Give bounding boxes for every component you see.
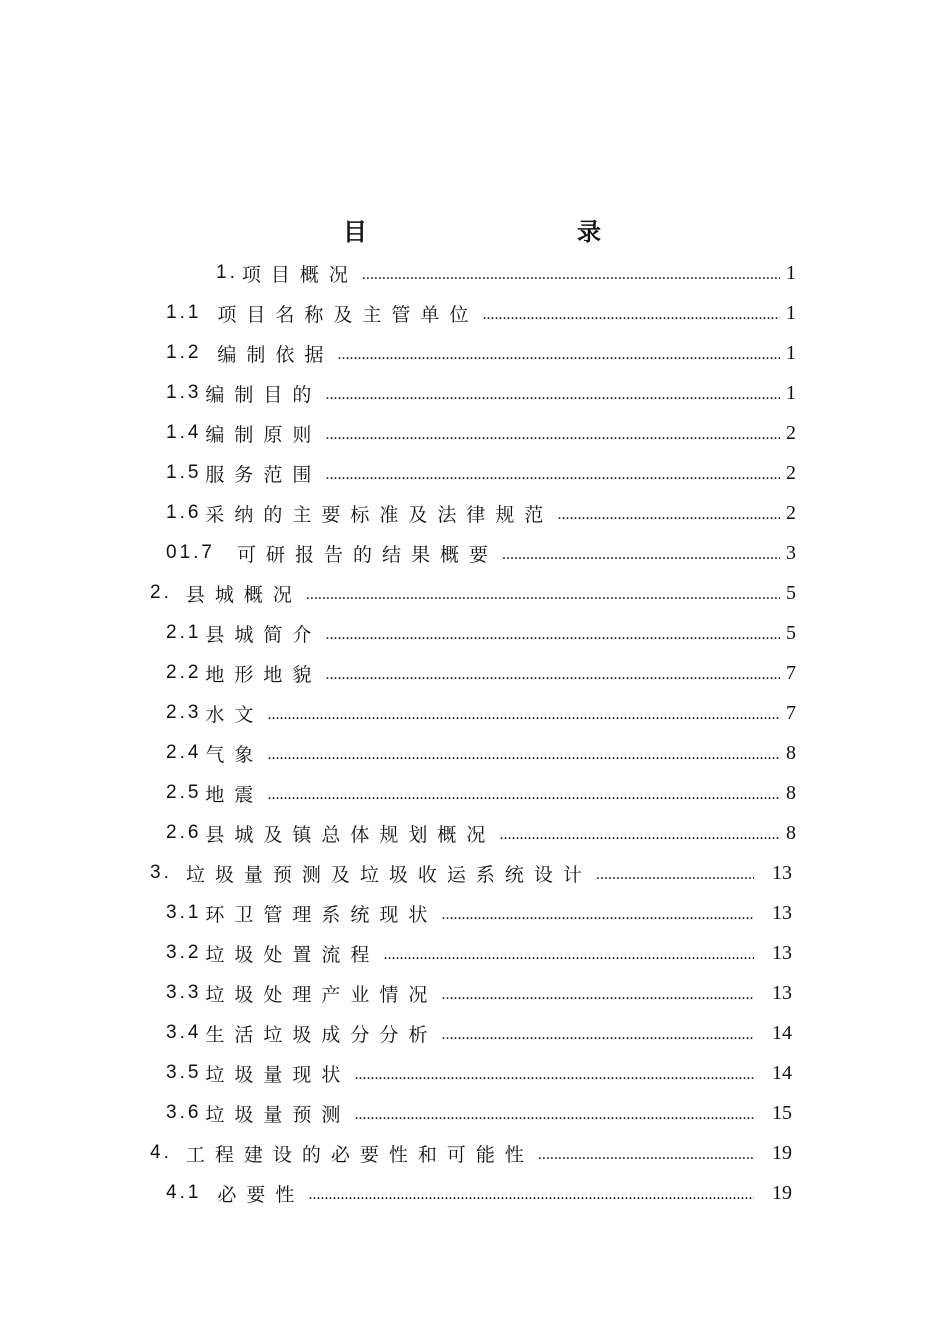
toc-entry-page: 3 — [786, 541, 796, 564]
toc-entry-number: 3. — [150, 862, 172, 883]
toc-entry-page: 1 — [786, 261, 796, 284]
toc-leader-dots — [482, 306, 780, 324]
toc-leader-dots — [308, 1186, 754, 1204]
toc-entry[interactable] — [166, 373, 796, 413]
toc-entry-number: 1.1 — [166, 302, 202, 323]
toc-entry-page: 13 — [772, 861, 792, 884]
toc-entry-label: 编制目的 — [205, 383, 322, 406]
toc-leader-dots — [325, 666, 780, 684]
toc-entry-label: 垃圾处理产业情况 — [205, 983, 438, 1006]
toc-leader-dots — [499, 826, 780, 844]
toc-entry-page: 14 — [772, 1021, 792, 1044]
toc-entry-number: 3.4 — [166, 1022, 202, 1043]
toc-entry-number: 2.2 — [166, 662, 202, 683]
toc-entry-number: 2.6 — [166, 822, 202, 843]
toc-entry-label: 垃圾处置流程 — [205, 943, 380, 966]
toc-entry-number: 4. — [150, 1142, 172, 1163]
toc-entry-number: 3.1 — [166, 902, 202, 923]
toc-entry[interactable] — [166, 973, 792, 1013]
toc-entry-label: 生活垃圾成分分析 — [205, 1023, 438, 1046]
toc-entry-page: 8 — [786, 781, 796, 804]
toc-title: 目 录 — [343, 218, 655, 246]
toc-entry[interactable] — [166, 933, 792, 973]
toc-entry[interactable] — [150, 573, 796, 613]
toc-entry-number: 4.1 — [166, 1182, 202, 1203]
toc-entry-page: 15 — [772, 1101, 792, 1124]
toc-entry-number: 3.3 — [166, 982, 202, 1003]
toc-leader-dots — [557, 506, 780, 524]
toc-leader-dots — [267, 706, 780, 724]
toc-entry-page: 1 — [786, 381, 796, 404]
toc-entry[interactable] — [166, 813, 796, 853]
toc-entry-page: 8 — [786, 821, 796, 844]
toc-leader-dots — [441, 1026, 754, 1044]
toc-leader-dots — [325, 466, 780, 484]
toc-entry-number: 1.3 — [166, 382, 202, 403]
toc-entry[interactable] — [166, 773, 796, 813]
toc-entry[interactable] — [166, 293, 796, 333]
toc-entry-page: 2 — [786, 501, 796, 524]
toc-entry-page: 13 — [772, 981, 792, 1004]
toc-leader-dots — [325, 426, 780, 444]
toc-entry-number: 2. — [150, 582, 172, 603]
toc-entry-label: 项目名称及主管单位 — [217, 303, 479, 326]
toc-entry-label: 垃圾量预测 — [205, 1103, 351, 1126]
toc-leader-dots — [441, 906, 754, 924]
toc-entry-label: 采纳的主要标准及法律规范 — [205, 503, 554, 526]
toc-entry[interactable] — [166, 533, 796, 573]
toc-leader-dots — [354, 1066, 754, 1084]
toc-leader-dots — [362, 266, 780, 284]
toc-entry-number: 3.5 — [166, 1062, 202, 1083]
toc-entry-label: 可研报告的结果概要 — [236, 543, 498, 566]
toc-entry[interactable] — [166, 693, 796, 733]
toc-entry[interactable] — [166, 733, 796, 773]
toc-entry-page: 8 — [786, 741, 796, 764]
toc-entry[interactable] — [166, 413, 796, 453]
toc-entry[interactable] — [166, 493, 796, 533]
toc-entry[interactable] — [216, 253, 796, 293]
toc-leader-dots — [306, 586, 780, 604]
toc-entry-number: 1.2 — [166, 342, 202, 363]
toc-entry-number: 2.3 — [166, 702, 202, 723]
toc-entry-label: 编制依据 — [217, 343, 334, 366]
toc-entry-page: 19 — [772, 1141, 792, 1164]
toc-entry-label: 垃圾量现状 — [205, 1063, 351, 1086]
toc-entry-label: 县城概况 — [185, 583, 302, 606]
toc-entry-label: 编制原则 — [205, 423, 322, 446]
toc-entry-page: 14 — [772, 1061, 792, 1084]
toc-entry[interactable] — [166, 653, 796, 693]
toc-leader-dots — [354, 1106, 754, 1124]
toc-entry-label: 环卫管理系统现状 — [205, 903, 438, 926]
toc-leader-dots — [383, 946, 754, 964]
toc-entry-page: 5 — [786, 621, 796, 644]
toc-entry[interactable] — [166, 1013, 792, 1053]
toc-entry-page: 2 — [786, 421, 796, 444]
toc-entry-label: 地震 — [205, 783, 264, 806]
toc-entry-page: 13 — [772, 941, 792, 964]
toc-leader-dots — [502, 546, 780, 564]
toc-entry-label: 项目概况 — [241, 263, 358, 286]
toc-entry-label: 地形地貌 — [205, 663, 322, 686]
toc-entry-label: 垃圾量预测及垃圾收运系统设计 — [185, 863, 592, 886]
toc-entry-number: 1. — [216, 262, 238, 283]
toc-entry-number: 3.2 — [166, 942, 202, 963]
toc-entry[interactable] — [150, 1133, 792, 1173]
toc-entry-page: 2 — [786, 461, 796, 484]
toc-entry-page: 19 — [772, 1181, 792, 1204]
toc-entry[interactable] — [166, 453, 796, 493]
toc-entry-page: 5 — [786, 581, 796, 604]
toc-entry[interactable] — [166, 1093, 792, 1133]
toc-entry-number: 2.5 — [166, 782, 202, 803]
toc-entry-label: 工程建设的必要性和可能性 — [185, 1143, 534, 1166]
toc-entry[interactable] — [166, 893, 792, 933]
toc-entry-label: 服务范围 — [205, 463, 322, 486]
toc-leader-dots — [596, 866, 754, 884]
toc-entry-label: 气象 — [205, 743, 264, 766]
toc-entry-label: 县城及镇总体规划概况 — [205, 823, 496, 846]
toc-leader-dots — [441, 986, 754, 1004]
toc-leader-dots — [267, 786, 780, 804]
toc-entry[interactable] — [166, 333, 796, 373]
toc-entry-label: 水文 — [205, 703, 264, 726]
toc-entry-label: 县城简介 — [205, 623, 322, 646]
toc-entry-page: 13 — [772, 901, 792, 924]
toc-entry-page: 7 — [786, 701, 796, 724]
toc-leader-dots — [325, 626, 780, 644]
toc-leader-dots — [538, 1146, 754, 1164]
toc-entry-number: 01.7 — [166, 542, 215, 563]
toc-entry-page: 1 — [786, 341, 796, 364]
toc-entry-number: 2.1 — [166, 622, 202, 643]
toc-entry-number: 1.6 — [166, 502, 202, 523]
toc-entry-number: 2.4 — [166, 742, 202, 763]
toc-leader-dots — [325, 386, 780, 404]
toc-entry-page: 7 — [786, 661, 796, 684]
toc-entry[interactable] — [166, 1173, 792, 1213]
toc-entry-page: 1 — [786, 301, 796, 324]
toc-entry-label: 必要性 — [217, 1183, 305, 1206]
toc-entry[interactable] — [166, 613, 796, 653]
toc-leader-dots — [337, 346, 780, 364]
toc-entry[interactable] — [150, 853, 792, 893]
toc-leader-dots — [267, 746, 780, 764]
toc-entry-number: 3.6 — [166, 1102, 202, 1123]
toc-entry-number: 1.4 — [166, 422, 202, 443]
toc-entry-number: 1.5 — [166, 462, 202, 483]
toc-entry[interactable] — [166, 1053, 792, 1093]
